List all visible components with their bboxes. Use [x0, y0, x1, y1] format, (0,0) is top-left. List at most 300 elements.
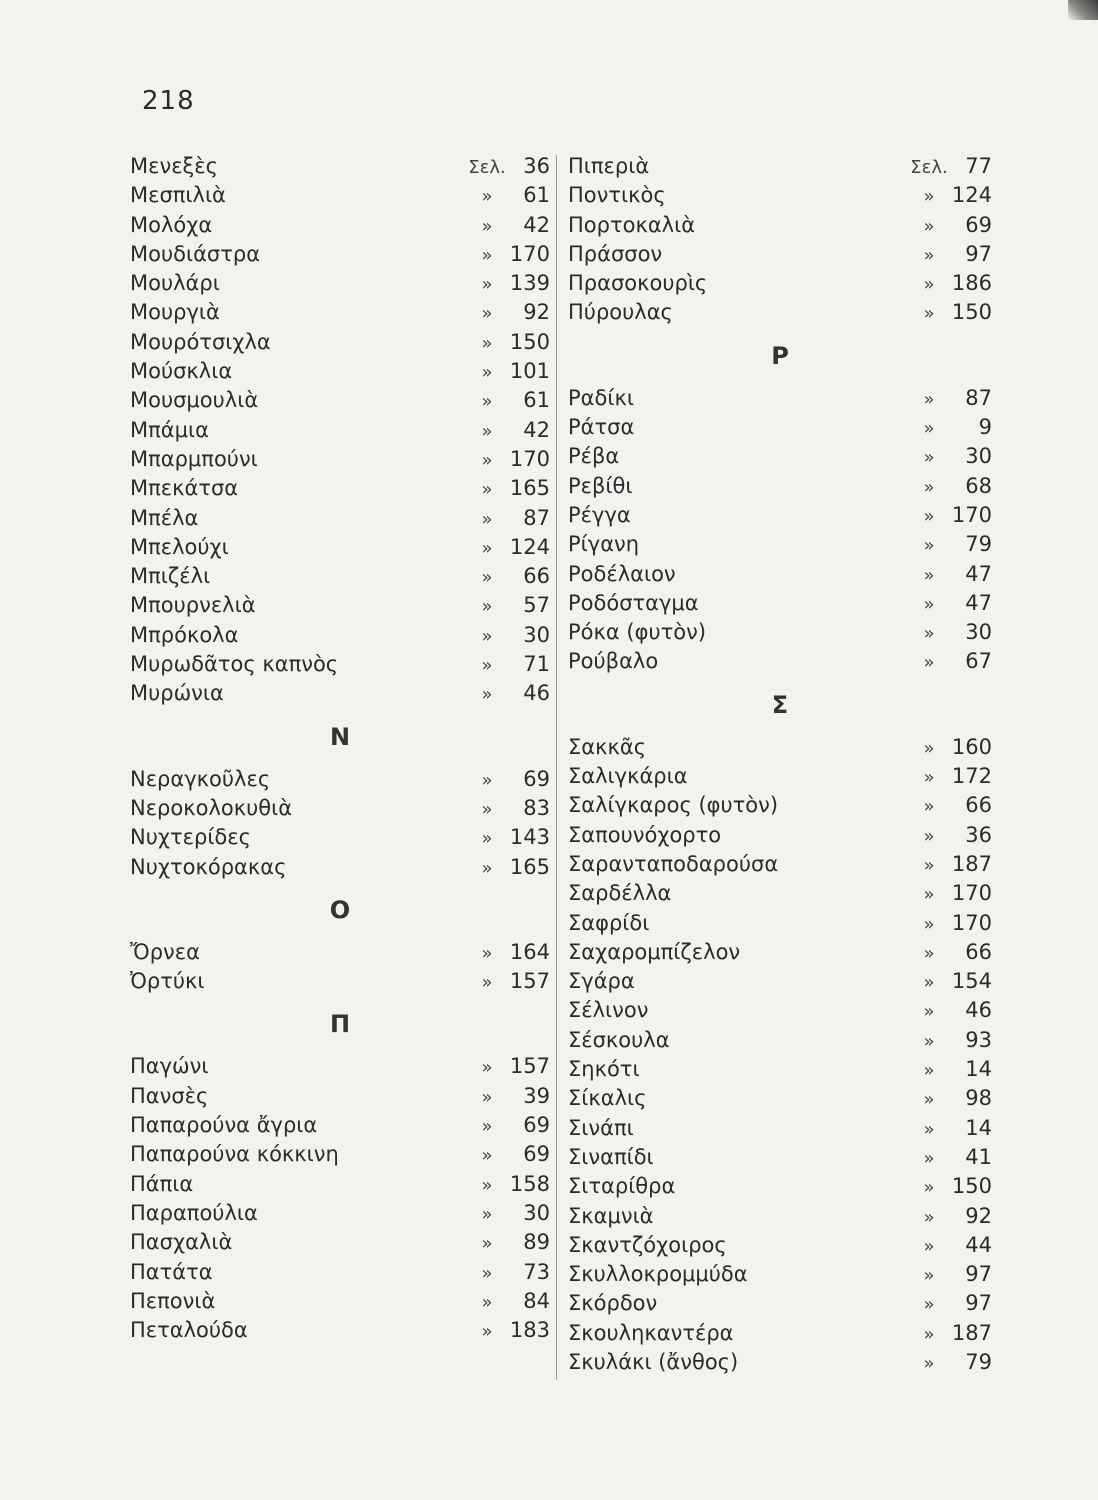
page-reference: 47: [965, 561, 992, 586]
index-entry: [568, 1231, 992, 1260]
entry-term: Ὀρτύκι: [130, 969, 205, 994]
entry-term: Μπαρμπούνι: [130, 446, 258, 471]
index-entry: [568, 1348, 992, 1377]
ditto-mark: »: [923, 476, 935, 498]
ditto-mark: »: [923, 388, 935, 410]
ditto-mark: »: [481, 186, 493, 208]
entry-term: Μπάμια: [130, 417, 209, 442]
ditto-mark: »: [481, 972, 493, 994]
column-divider: [556, 155, 557, 1380]
ditto-mark: »: [481, 798, 493, 820]
index-entry: [568, 240, 992, 269]
entry-term: Ποντικὸς: [568, 183, 666, 208]
page-reference: 187: [951, 1320, 992, 1345]
index-entry: [130, 298, 550, 327]
index-entry: [568, 762, 992, 791]
index-entry: [130, 416, 550, 445]
entry-term: Πάπια: [130, 1171, 194, 1196]
page-reference: 41: [965, 1144, 992, 1169]
ditto-mark: »: [481, 567, 493, 589]
entry-term: Σαπουνόχορτο: [568, 822, 722, 847]
index-entry: [568, 298, 992, 327]
ditto-mark: »: [923, 1323, 935, 1345]
page-reference: 69: [523, 1113, 550, 1138]
ditto-mark: »: [923, 1294, 935, 1316]
page-reference: 57: [523, 593, 550, 618]
page-reference: 77: [965, 154, 992, 178]
index-entry: [568, 647, 992, 676]
index-entry: [568, 967, 992, 996]
entry-term: Νεραγκοῦλες: [130, 766, 271, 791]
ditto-mark: »: [923, 447, 935, 469]
entry-term: Μουδιάστρα: [130, 241, 261, 266]
entry-term: Σκόρδον: [568, 1291, 658, 1316]
entry-term: Πρασοκουρὶς: [568, 271, 708, 296]
page-reference: 154: [951, 969, 992, 994]
index-entry: [568, 1055, 992, 1084]
ditto-mark: »: [923, 1206, 935, 1228]
index-entry: [568, 384, 992, 413]
page-reference: 165: [509, 854, 550, 879]
index-entry: [130, 152, 550, 181]
index-entry: [568, 442, 992, 471]
page-reference: 170: [509, 241, 550, 266]
index-entry: [568, 1114, 992, 1143]
ditto-mark: »: [481, 1291, 493, 1313]
entry-term: Μολόχα: [130, 212, 213, 237]
index-entry: [568, 938, 992, 967]
ditto-mark: »: [923, 1235, 935, 1257]
entry-term: Πεπονιὰ: [130, 1288, 216, 1313]
ditto-mark: »: [923, 942, 935, 964]
index-entry: [130, 533, 550, 562]
page-reference: 69: [523, 766, 550, 791]
entry-term: Πεταλούδα: [130, 1318, 248, 1343]
page-reference: 71: [523, 652, 550, 677]
ditto-mark: »: [923, 1352, 935, 1374]
page-reference: 61: [523, 388, 550, 413]
index-entry: [130, 474, 550, 503]
page-reference: 158: [509, 1171, 550, 1196]
ditto-mark: »: [923, 825, 935, 847]
entry-term: Μπουρνελιὰ: [130, 593, 256, 618]
ditto-mark: »: [923, 737, 935, 759]
page-reference: 44: [965, 1232, 992, 1257]
entry-term: Νυχτερίδες: [130, 825, 251, 850]
ditto-mark: »: [923, 1177, 935, 1199]
entry-term: Μουργιὰ: [130, 300, 220, 325]
page-reference: 92: [523, 300, 550, 325]
page-reference: 30: [965, 620, 992, 645]
page-reference: 42: [523, 212, 550, 237]
ditto-mark: »: [481, 420, 493, 442]
index-entry: [568, 1319, 992, 1348]
entry-term: Ρέγγα: [568, 502, 631, 527]
ditto-mark: »: [923, 1147, 935, 1169]
index-entry: [568, 560, 992, 589]
index-entry: [568, 879, 992, 908]
index-entry: [568, 821, 992, 850]
index-entry: [130, 504, 550, 533]
ditto-mark: »: [923, 652, 935, 674]
ditto-mark: Σελ.: [910, 157, 948, 178]
page-reference: 79: [965, 1349, 992, 1374]
index-entry: [568, 181, 992, 210]
ditto-mark: »: [923, 972, 935, 994]
entry-term: Σαρδέλλα: [568, 881, 672, 906]
entry-term: Νυχτοκόρακας: [130, 854, 287, 879]
entry-term: Σαφρίδι: [568, 910, 650, 935]
entry-term: Ρέβα: [568, 444, 620, 469]
ditto-mark: »: [481, 274, 493, 296]
entry-term: Παραπούλια: [130, 1200, 258, 1225]
entry-term: Παπαρούνα ἄγρια: [130, 1113, 318, 1138]
entry-term: Ὄρνεα: [130, 939, 200, 964]
index-entry: [130, 181, 550, 210]
page-reference: 68: [965, 473, 992, 498]
index-entry: [568, 1202, 992, 1231]
entry-term: Ροδόσταγμα: [568, 590, 699, 615]
page-reference: 170: [951, 502, 992, 527]
ditto-mark: »: [481, 1262, 493, 1284]
ditto-mark: »: [481, 942, 493, 964]
page-reference: 170: [509, 446, 550, 471]
page-reference: 93: [965, 1027, 992, 1052]
page-reference: 157: [509, 1054, 550, 1079]
index-entry: [130, 328, 550, 357]
page-reference: 187: [951, 851, 992, 876]
entry-term: Μουρότσιχλα: [130, 329, 271, 354]
page-reference: 97: [965, 1291, 992, 1316]
page-reference: 9: [978, 415, 992, 440]
page-reference: 36: [523, 154, 550, 178]
ditto-mark: »: [923, 796, 935, 818]
page-reference: 101: [509, 359, 550, 384]
entry-term: Μπελούχι: [130, 534, 229, 559]
entry-term: Πατάτα: [130, 1259, 213, 1284]
page-reference: 183: [509, 1318, 550, 1343]
ditto-mark: »: [923, 244, 935, 266]
entry-term: Σιναπίδι: [568, 1144, 654, 1169]
ditto-mark: »: [481, 449, 493, 471]
ditto-mark: »: [923, 854, 935, 876]
page-reference: 69: [523, 1142, 550, 1167]
entry-term: Μυρωδᾶτος καπνὸς: [130, 652, 339, 677]
entry-term: Πορτοκαλιὰ: [568, 212, 696, 237]
index-entry: [130, 240, 550, 269]
ditto-mark: »: [481, 1233, 493, 1255]
entry-term: Σαλιγκάρια: [568, 764, 688, 789]
ditto-mark: »: [481, 769, 493, 791]
index-entry: [130, 794, 550, 823]
page-reference: 186: [951, 271, 992, 296]
page-reference: 36: [965, 822, 992, 847]
ditto-mark: »: [481, 332, 493, 354]
page-corner-shadow: [1068, 0, 1098, 20]
ditto-mark: »: [481, 625, 493, 647]
ditto-mark: »: [481, 1086, 493, 1108]
entry-term: Πανσὲς: [130, 1083, 209, 1108]
ditto-mark: »: [923, 1060, 935, 1082]
page-reference: 30: [523, 622, 550, 647]
ditto-mark: »: [481, 215, 493, 237]
index-entry: [130, 938, 550, 967]
entry-term: Σέλινον: [568, 998, 649, 1023]
section-letter-heading: Ρ: [771, 341, 789, 370]
ditto-mark: »: [481, 1203, 493, 1225]
ditto-mark: »: [923, 1001, 935, 1023]
ditto-mark: »: [923, 274, 935, 296]
entry-term: Πιπεριὰ: [568, 154, 650, 178]
entry-term: Σέσκουλα: [568, 1027, 670, 1052]
index-entry: [130, 562, 550, 591]
entry-term: Πασχαλιὰ: [130, 1230, 233, 1255]
index-entry: [568, 269, 992, 298]
index-entry: [568, 618, 992, 647]
ditto-mark: »: [923, 1089, 935, 1111]
page-reference: 164: [509, 939, 550, 964]
index-entry: [130, 823, 550, 852]
page-reference: 97: [965, 1262, 992, 1287]
ditto-mark: »: [923, 1265, 935, 1287]
page-reference: 39: [523, 1083, 550, 1108]
index-entry: [130, 1199, 550, 1228]
entry-term: Ρούβαλο: [568, 649, 659, 674]
page-reference: 124: [951, 183, 992, 208]
entry-term: Μπιζέλι: [130, 564, 211, 589]
entry-term: Μουσμουλιὰ: [130, 388, 259, 413]
entry-term: Μπεκάτσα: [130, 476, 239, 501]
entry-term: Σαλίγκαρος (φυτὸν): [568, 793, 779, 818]
page-reference: 47: [965, 590, 992, 615]
entry-term: Ραδίκι: [568, 385, 634, 410]
entry-term: Σαχαρομπίζελον: [568, 939, 741, 964]
section-letter-heading: Π: [329, 1010, 351, 1039]
index-entry: [130, 211, 550, 240]
page-reference: 46: [965, 998, 992, 1023]
entry-term: Σκυλλοκρομμύδα: [568, 1262, 748, 1287]
page-reference: 30: [523, 1200, 550, 1225]
index-column-left: [130, 152, 550, 1345]
index-entry: [568, 413, 992, 442]
index-entry: [130, 853, 550, 882]
ditto-mark: »: [923, 418, 935, 440]
entry-term: Πύρουλας: [568, 300, 673, 325]
page-reference: 150: [509, 329, 550, 354]
page-reference: 165: [509, 476, 550, 501]
ditto-mark: »: [923, 303, 935, 325]
page-reference: 150: [951, 300, 992, 325]
section-letter-heading: Σ: [771, 690, 789, 719]
entry-term: Σίκαλις: [568, 1086, 647, 1111]
ditto-mark: »: [481, 303, 493, 325]
ditto-mark: »: [923, 913, 935, 935]
index-entry: [130, 1170, 550, 1199]
entry-term: Μεσπιλιὰ: [130, 183, 226, 208]
index-entry: [130, 679, 550, 708]
ditto-mark: »: [923, 593, 935, 615]
index-entry: [568, 850, 992, 879]
entry-term: Ροδέλαιον: [568, 561, 676, 586]
page-reference: 160: [951, 734, 992, 759]
entry-term: Σινάπι: [568, 1115, 634, 1140]
index-entry: [568, 589, 992, 618]
page-reference: 73: [523, 1259, 550, 1284]
page-reference: 79: [965, 532, 992, 557]
ditto-mark: »: [923, 767, 935, 789]
ditto-mark: »: [481, 508, 493, 530]
ditto-mark: »: [923, 215, 935, 237]
ditto-mark: »: [481, 596, 493, 618]
page-reference: 97: [965, 241, 992, 266]
index-entry: [130, 1287, 550, 1316]
entry-term: Μουλάρι: [130, 271, 220, 296]
entry-term: Μούσκλια: [130, 359, 233, 384]
index-entry: [130, 269, 550, 298]
page-reference: 172: [951, 764, 992, 789]
index-entry: [568, 211, 992, 240]
entry-term: Σκαμνιὰ: [568, 1203, 654, 1228]
page-reference: 89: [523, 1230, 550, 1255]
index-entry: [130, 1228, 550, 1257]
entry-term: Σιταρίθρα: [568, 1174, 676, 1199]
index-column-right: [568, 152, 992, 1377]
index-entry: [130, 967, 550, 996]
index-entry: [568, 733, 992, 762]
section-letter-heading: Ν: [329, 722, 351, 751]
entry-term: Ράτσα: [568, 415, 635, 440]
index-entry: [568, 1026, 992, 1055]
page-reference: 69: [965, 212, 992, 237]
page-reference: 46: [523, 681, 550, 706]
index-entry: [568, 1143, 992, 1172]
page-reference: 170: [951, 910, 992, 935]
ditto-mark: »: [481, 362, 493, 384]
page-reference: 67: [965, 649, 992, 674]
ditto-mark: »: [481, 828, 493, 850]
index-entry: [130, 386, 550, 415]
index-entry: [130, 445, 550, 474]
ditto-mark: »: [923, 884, 935, 906]
page-reference: 66: [523, 564, 550, 589]
entry-term: Σκουληκαντέρα: [568, 1320, 734, 1345]
entry-term: Ρεβίθι: [568, 473, 633, 498]
entry-term: Πράσσον: [568, 241, 663, 266]
ditto-mark: »: [481, 655, 493, 677]
ditto-mark: »: [923, 505, 935, 527]
ditto-mark: »: [923, 1118, 935, 1140]
page-reference: 98: [965, 1086, 992, 1111]
page-reference: 30: [965, 444, 992, 469]
page-reference: 157: [509, 969, 550, 994]
ditto-mark: »: [481, 1057, 493, 1079]
index-entry: [130, 1111, 550, 1140]
page-reference: 66: [965, 939, 992, 964]
index-entry: [568, 1172, 992, 1201]
index-entry: [130, 1140, 550, 1169]
page-reference: 83: [523, 795, 550, 820]
index-entry: [568, 1084, 992, 1113]
page-reference: 139: [509, 271, 550, 296]
page-reference: 66: [965, 793, 992, 818]
ditto-mark: »: [923, 535, 935, 557]
entry-term: Σγάρα: [568, 969, 635, 994]
index-entry: [130, 1258, 550, 1287]
index-entry: [130, 765, 550, 794]
page-number: 218: [142, 86, 195, 116]
ditto-mark: »: [481, 857, 493, 879]
ditto-mark: »: [481, 1116, 493, 1138]
page-reference: 84: [523, 1288, 550, 1313]
entry-term: Σκαντζόχοιρος: [568, 1232, 727, 1257]
entry-term: Νεροκολοκυθιὰ: [130, 795, 293, 820]
index-entry: [130, 621, 550, 650]
page-reference: 61: [523, 183, 550, 208]
ditto-mark: »: [481, 1321, 493, 1343]
ditto-mark: »: [923, 623, 935, 645]
index-entry: [568, 909, 992, 938]
index-entry: [130, 1052, 550, 1081]
index-entry: [568, 1260, 992, 1289]
entry-term: Μυρώνια: [130, 681, 224, 706]
index-entry: [568, 1289, 992, 1318]
ditto-mark: »: [481, 479, 493, 501]
page-reference: 170: [951, 881, 992, 906]
index-entry: [130, 1082, 550, 1111]
entry-term: Σκυλάκι (ἄνθος): [568, 1349, 739, 1374]
entry-term: Ρίγανη: [568, 532, 640, 557]
ditto-mark: »: [923, 564, 935, 586]
page-reference: 150: [951, 1174, 992, 1199]
entry-term: Σηκότι: [568, 1057, 640, 1082]
page-reference: 42: [523, 417, 550, 442]
entry-term: Μπέλα: [130, 505, 199, 530]
page-reference: 124: [509, 534, 550, 559]
entry-term: Ρόκα (φυτὸν): [568, 620, 707, 645]
ditto-mark: »: [481, 1145, 493, 1167]
page-reference: 87: [965, 385, 992, 410]
index-entry: [130, 1316, 550, 1345]
index-entry: [130, 357, 550, 386]
index-entry: [130, 591, 550, 620]
index-entry: [568, 530, 992, 559]
index-entry: [568, 501, 992, 530]
index-entry: [130, 650, 550, 679]
page-reference: 143: [509, 825, 550, 850]
ditto-mark: »: [481, 1174, 493, 1196]
page-reference: 92: [965, 1203, 992, 1228]
section-letter-heading: Ο: [329, 895, 351, 924]
index-entry: [568, 791, 992, 820]
entry-term: Μενεξὲς: [130, 154, 218, 178]
ditto-mark: »: [923, 186, 935, 208]
entry-term: Σακκᾶς: [568, 734, 647, 759]
index-entry: [568, 152, 992, 181]
entry-term: Παπαρούνα κόκκινη: [130, 1142, 339, 1167]
entry-term: Μπρόκολα: [130, 622, 239, 647]
entry-term: Σαρανταποδαρούσα: [568, 851, 779, 876]
page-reference: 14: [965, 1115, 992, 1140]
index-entry: [568, 996, 992, 1025]
page-reference: 87: [523, 505, 550, 530]
entry-term: Παγώνι: [130, 1054, 209, 1079]
ditto-mark: Σελ.: [468, 157, 506, 178]
ditto-mark: »: [481, 244, 493, 266]
ditto-mark: »: [481, 684, 493, 706]
page-reference: 14: [965, 1057, 992, 1082]
ditto-mark: »: [481, 391, 493, 413]
ditto-mark: »: [923, 1030, 935, 1052]
